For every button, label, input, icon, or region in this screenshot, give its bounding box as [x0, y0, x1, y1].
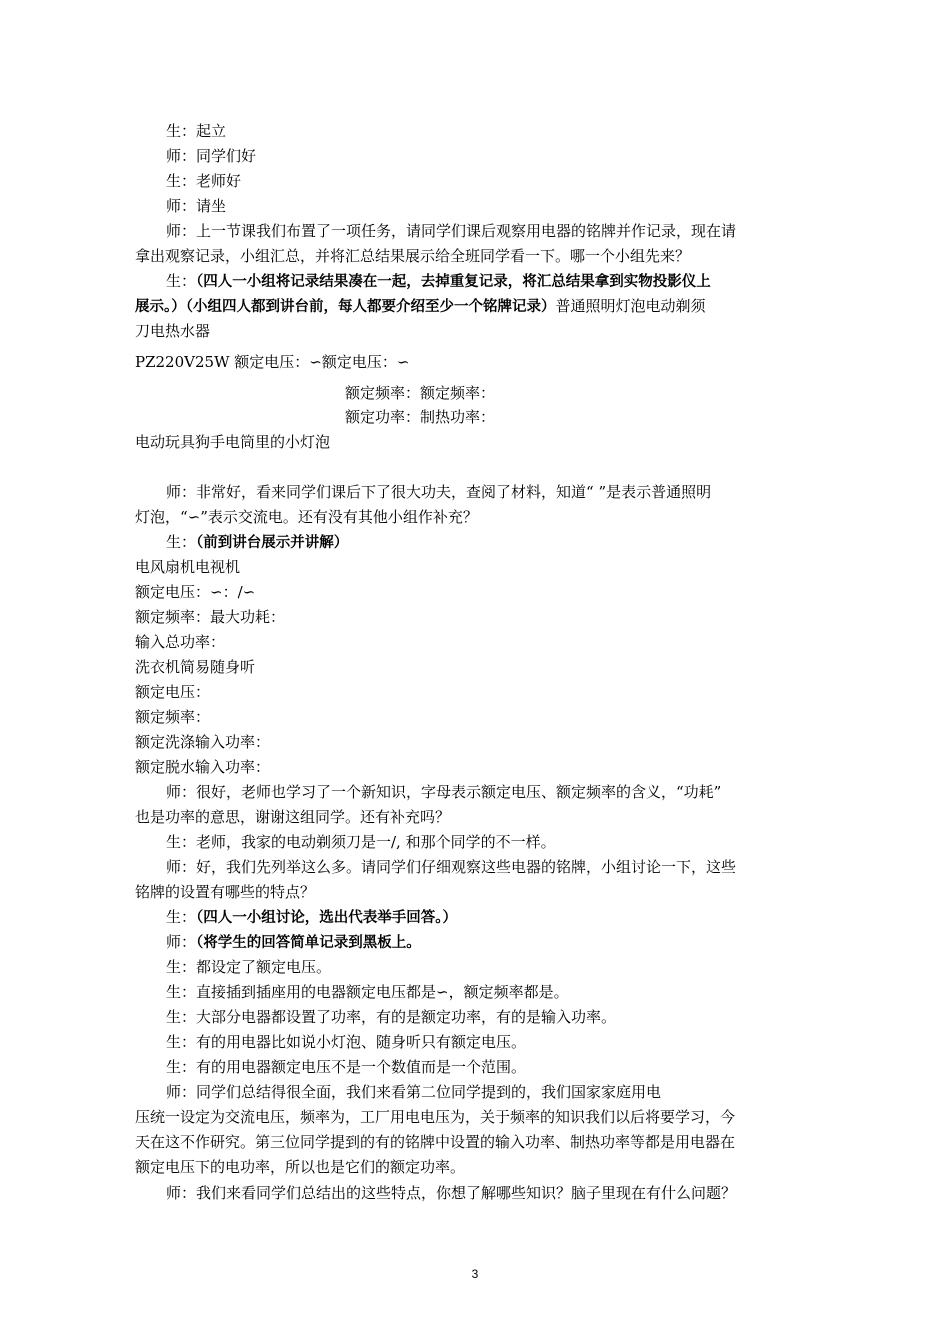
speaker-label: 生：	[166, 533, 197, 551]
dialogue-line: 师：好，我们先列举这么多。请同学们仔细观察这些电器的铭牌，小组讨论一下，这些	[166, 858, 737, 876]
nameplate-line: 额定电压：	[135, 683, 211, 701]
dialogue-line: 生：有的用电器额定电压不是一个数值而是一个范围。	[166, 1058, 527, 1076]
dialogue-line: 生：直接插到插座用的电器额定电压都是∽，额定频率都是。	[166, 983, 569, 1001]
page-number: 3	[471, 1267, 479, 1281]
dialogue-line: 压统一设定为交流电压，频率为，工厂用电电压为，关于频率的知识我们以后将要学习，今	[135, 1108, 736, 1126]
stage-direction: （将学生的回答简单记录到黑板上。	[196, 935, 421, 951]
nameplate-line: 额定电压：∽：/∽	[135, 583, 256, 601]
dialogue-line: 师：同学们总结得很全面，我们来看第二位同学提到的，我们国家家庭用电	[166, 1083, 662, 1101]
speaker-label: 生：	[166, 272, 197, 290]
dialogue-line: 师：很好，老师也学习了一个新知识，字母表示额定电压、额定频率的含义，“功耗”	[166, 783, 722, 801]
dialogue-line	[166, 907, 817, 927]
nameplate-line: 刀电热水器	[135, 322, 211, 340]
dialogue-line: 铭牌的设置有哪些的特点？	[135, 883, 316, 901]
nameplate-line: 额定脱水输入功率：	[135, 758, 271, 776]
nameplate-items: 普通照明灯泡电动剃须	[555, 297, 706, 315]
dialogue-line: 生：起立	[166, 122, 227, 140]
dialogue-line: 生：有的用电器比如说小灯泡、随身听只有额定电压。	[166, 1033, 527, 1051]
dialogue-line: 也是功率的意思，谢谢这组同学。还有补充吗？	[135, 808, 451, 826]
stage-direction: （四人一小组讨论，选出代表举手回答。）	[196, 910, 458, 926]
dialogue-line: 生：大部分电器都设置了功率，有的是额定功率，有的是输入功率。	[166, 1008, 617, 1026]
dialogue-line: 师：上一节课我们布置了一项任务，请同学们课后观察用电器的铭牌并作记录，现在请	[166, 222, 737, 240]
dialogue-line: 额定电压下的电功率，所以也是它们的额定功率。	[135, 1158, 466, 1176]
speaker-label: 生：	[166, 908, 197, 926]
dialogue-line	[166, 932, 817, 952]
dialogue-line: 灯泡，“∽”表示交流电。还有没有其他小组作补充？	[135, 508, 478, 526]
nameplate-line: 额定功率：制热功率：	[345, 408, 496, 426]
speaker-label: 师：	[166, 933, 197, 951]
dialogue-line: 师：非常好，看来同学们课后下了很大功夫，查阅了材料，知道“ ”是表示普通照明	[166, 483, 712, 501]
stage-direction: （四人一小组将记录结果凑在一起，去掉重复记录，将汇总结果拿到实物投影仪上	[196, 274, 711, 290]
stage-direction: （前到讲台展示并讲解）	[196, 535, 349, 551]
dialogue-line: 师：我们来看同学们总结出的这些特点，你想了解哪些知识？脑子里现在有什么问题？	[166, 1184, 737, 1202]
dialogue-line: 师：请坐	[166, 197, 227, 215]
stage-direction: 展示。）（小组四人都到讲台前，每人都要介绍至少一个铭牌记录）	[135, 299, 556, 315]
nameplate-line: 额定洗涤输入功率：	[135, 733, 271, 751]
nameplate-line: 洗衣机简易随身听	[135, 658, 256, 676]
dialogue-line	[166, 271, 817, 291]
dialogue-line	[135, 296, 817, 316]
dialogue-line: 师：同学们好	[166, 147, 257, 165]
nameplate-line: 额定频率：最大功耗：	[135, 608, 286, 626]
dialogue-line	[166, 532, 817, 552]
nameplate-line: 电动玩具狗手电筒里的小灯泡	[135, 433, 331, 451]
nameplate-line: 额定频率：额定频率：	[345, 384, 496, 402]
dialogue-line: 拿出观察记录，小组汇总，并将汇总结果展示给全班同学看一下。哪一个小组先来？	[135, 247, 691, 265]
nameplate-line: 电风扇机电视机	[135, 558, 241, 576]
dialogue-line: 生：老师，我家的电动剃须刀是一/, 和那个同学的不一样。	[166, 833, 556, 851]
nameplate-line: 额定频率：	[135, 708, 211, 726]
nameplate-line: PZ220V25W 额定电压：∽额定电压：∽	[135, 353, 410, 371]
dialogue-line: 天在这不作研究。第三位同学提到的有的铭牌中设置的输入功率、制热功率等都是用电器在	[135, 1133, 736, 1151]
dialogue-line: 生：都设定了额定电压。	[166, 958, 332, 976]
dialogue-line: 生：老师好	[166, 172, 242, 190]
nameplate-line: 输入总功率：	[135, 633, 226, 651]
